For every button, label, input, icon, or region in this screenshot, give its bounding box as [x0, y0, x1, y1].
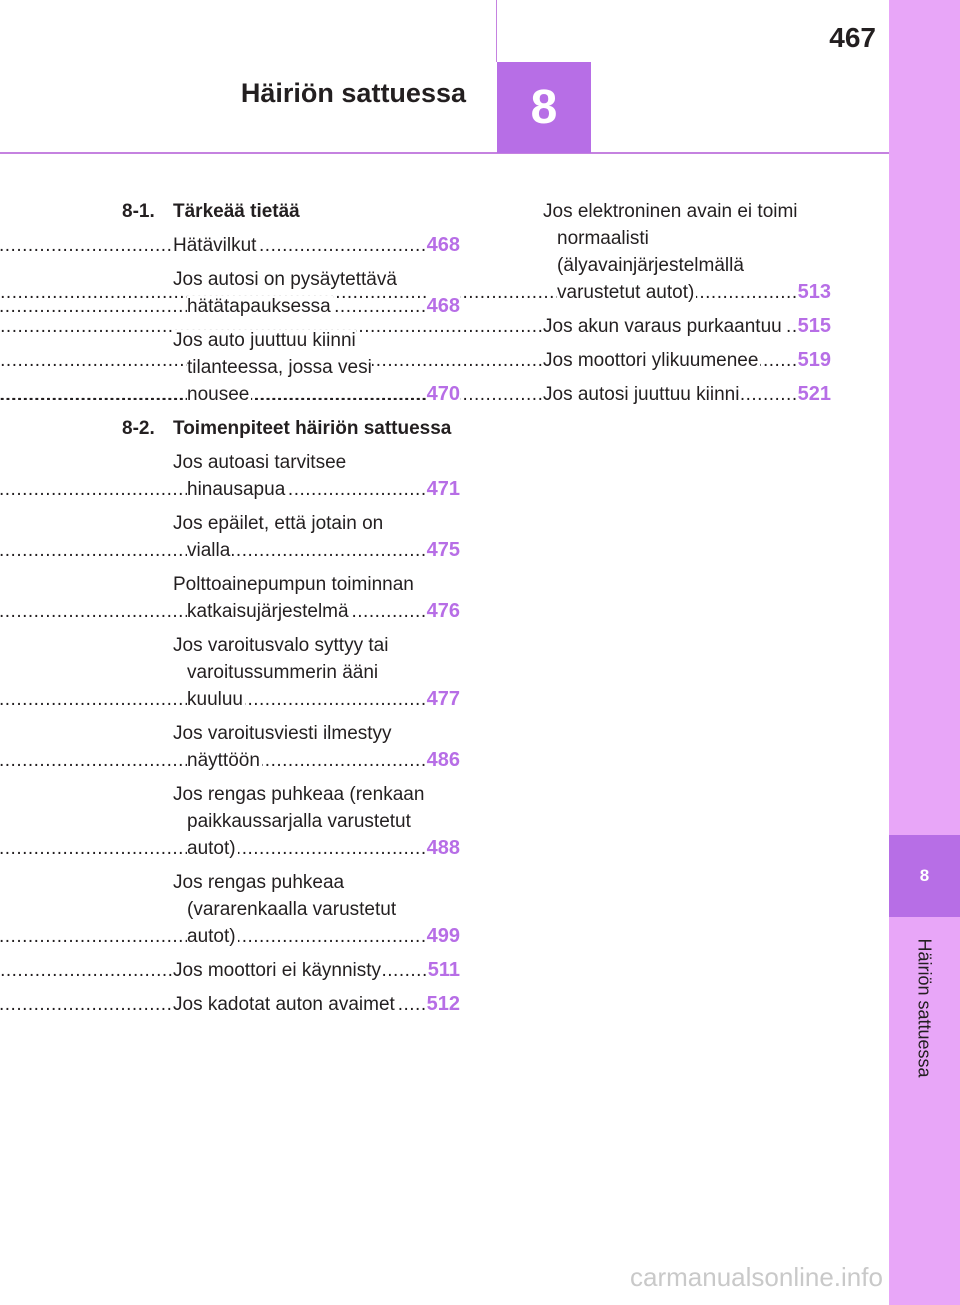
section-number: 8-1.	[122, 201, 155, 222]
toc-entry-text: Jos akun varaus purkaantuu	[543, 316, 782, 337]
toc-entry-page[interactable]: 471	[427, 476, 460, 503]
chapter-title: Häiriön sattuessa	[240, 78, 466, 108]
toc-entry-page[interactable]: 468	[427, 293, 460, 320]
page-number: 467	[829, 22, 876, 53]
chapter-tab-number: 8	[919, 866, 930, 885]
toc-entry-page[interactable]: 512	[427, 991, 460, 1018]
toc-entry-text: Polttoainepumpun toiminnan katkaisujärjestelmä	[173, 574, 414, 622]
section-title: Toimenpiteet häiriön sattuessa	[173, 418, 452, 439]
watermark-text: carmanualsonline.info	[630, 1262, 883, 1292]
toc-entry[interactable]	[173, 957, 460, 984]
toc-entry-text: Jos varoitusvalo syttyy tai varoitussummerin ääni kuuluu	[173, 635, 389, 710]
toc-entry[interactable]	[173, 571, 460, 625]
toc-entry-page[interactable]: 475	[427, 537, 460, 564]
header-rule	[0, 152, 889, 154]
toc-section-heading	[122, 198, 460, 225]
toc-entry-text: Jos autosi on pysäytettävä hätätapauksessa	[173, 269, 397, 317]
toc-entry[interactable]	[543, 347, 831, 374]
toc-entry-page[interactable]: 511	[428, 957, 460, 984]
toc-entry-text: Jos autosi juuttuu kiinni	[543, 384, 740, 405]
toc-entry[interactable]	[173, 510, 460, 564]
toc-entry-text: Jos kadotat auton avaimet	[173, 994, 395, 1015]
toc-entry-page[interactable]: 476	[427, 598, 460, 625]
toc-entry[interactable]	[173, 720, 460, 774]
toc-entry[interactable]	[543, 198, 831, 306]
toc-entry[interactable]	[173, 991, 460, 1018]
toc-entry-text: Jos elektroninen avain ei toimi normaalisti (älyavainjärjestelmällä varustetut autot)	[543, 201, 798, 303]
chapter-number-box: 8	[497, 62, 591, 153]
toc-entry-text: Jos epäilet, että jotain on vialla	[173, 513, 384, 561]
toc-entry-text: Jos moottori ylikuumenee	[543, 350, 759, 371]
toc-entry[interactable]	[173, 449, 460, 503]
toc-entry-page[interactable]: 468	[427, 232, 460, 259]
header-divider	[496, 0, 497, 62]
toc-entry-text: Jos auto juuttuu kiinni tilanteessa, jossa vesi nousee	[173, 330, 372, 405]
toc-entry-text: Jos rengas puhkeaa (vararenkaalla varustetut autot)	[173, 872, 397, 947]
toc-entry-text: Jos rengas puhkeaa (renkaan paikkaussarjalla varustetut autot)	[173, 784, 425, 859]
toc-entry-text: Jos autoasi tarvitsee hinausapua	[173, 452, 347, 500]
toc-entry-page[interactable]: 486	[427, 747, 460, 774]
toc-entry[interactable]	[543, 313, 831, 340]
toc-entry-page[interactable]: 470	[427, 381, 460, 408]
toc-entry-text: Hätävilkut	[173, 235, 257, 256]
toc-entry-page[interactable]: 519	[798, 347, 831, 374]
toc-section-heading	[122, 415, 460, 442]
section-number: 8-2.	[122, 418, 155, 439]
toc-right-column	[543, 198, 831, 415]
toc-entry-page[interactable]: 515	[798, 313, 831, 340]
toc-entry-text: Jos varoitusviesti ilmestyy näyttöön	[173, 723, 392, 771]
toc-entry[interactable]	[173, 632, 460, 713]
toc-entry-page[interactable]: 477	[427, 686, 460, 713]
toc-entry[interactable]	[173, 869, 460, 950]
toc-entry-page[interactable]: 513	[798, 279, 831, 306]
toc-entry-page[interactable]: 499	[427, 923, 460, 950]
toc-entry-text: Jos moottori ei käynnisty	[173, 960, 382, 981]
side-strip	[889, 0, 960, 1305]
toc-entry[interactable]	[543, 381, 831, 408]
toc-entry-page[interactable]: 488	[427, 835, 460, 862]
side-chapter-title: Häiriön sattuessa	[914, 938, 935, 1078]
section-title: Tärkeää tietää	[173, 201, 300, 222]
toc-entry-page[interactable]: 521	[798, 381, 831, 408]
toc-entry[interactable]	[173, 781, 460, 862]
toc-entry[interactable]	[173, 232, 460, 259]
